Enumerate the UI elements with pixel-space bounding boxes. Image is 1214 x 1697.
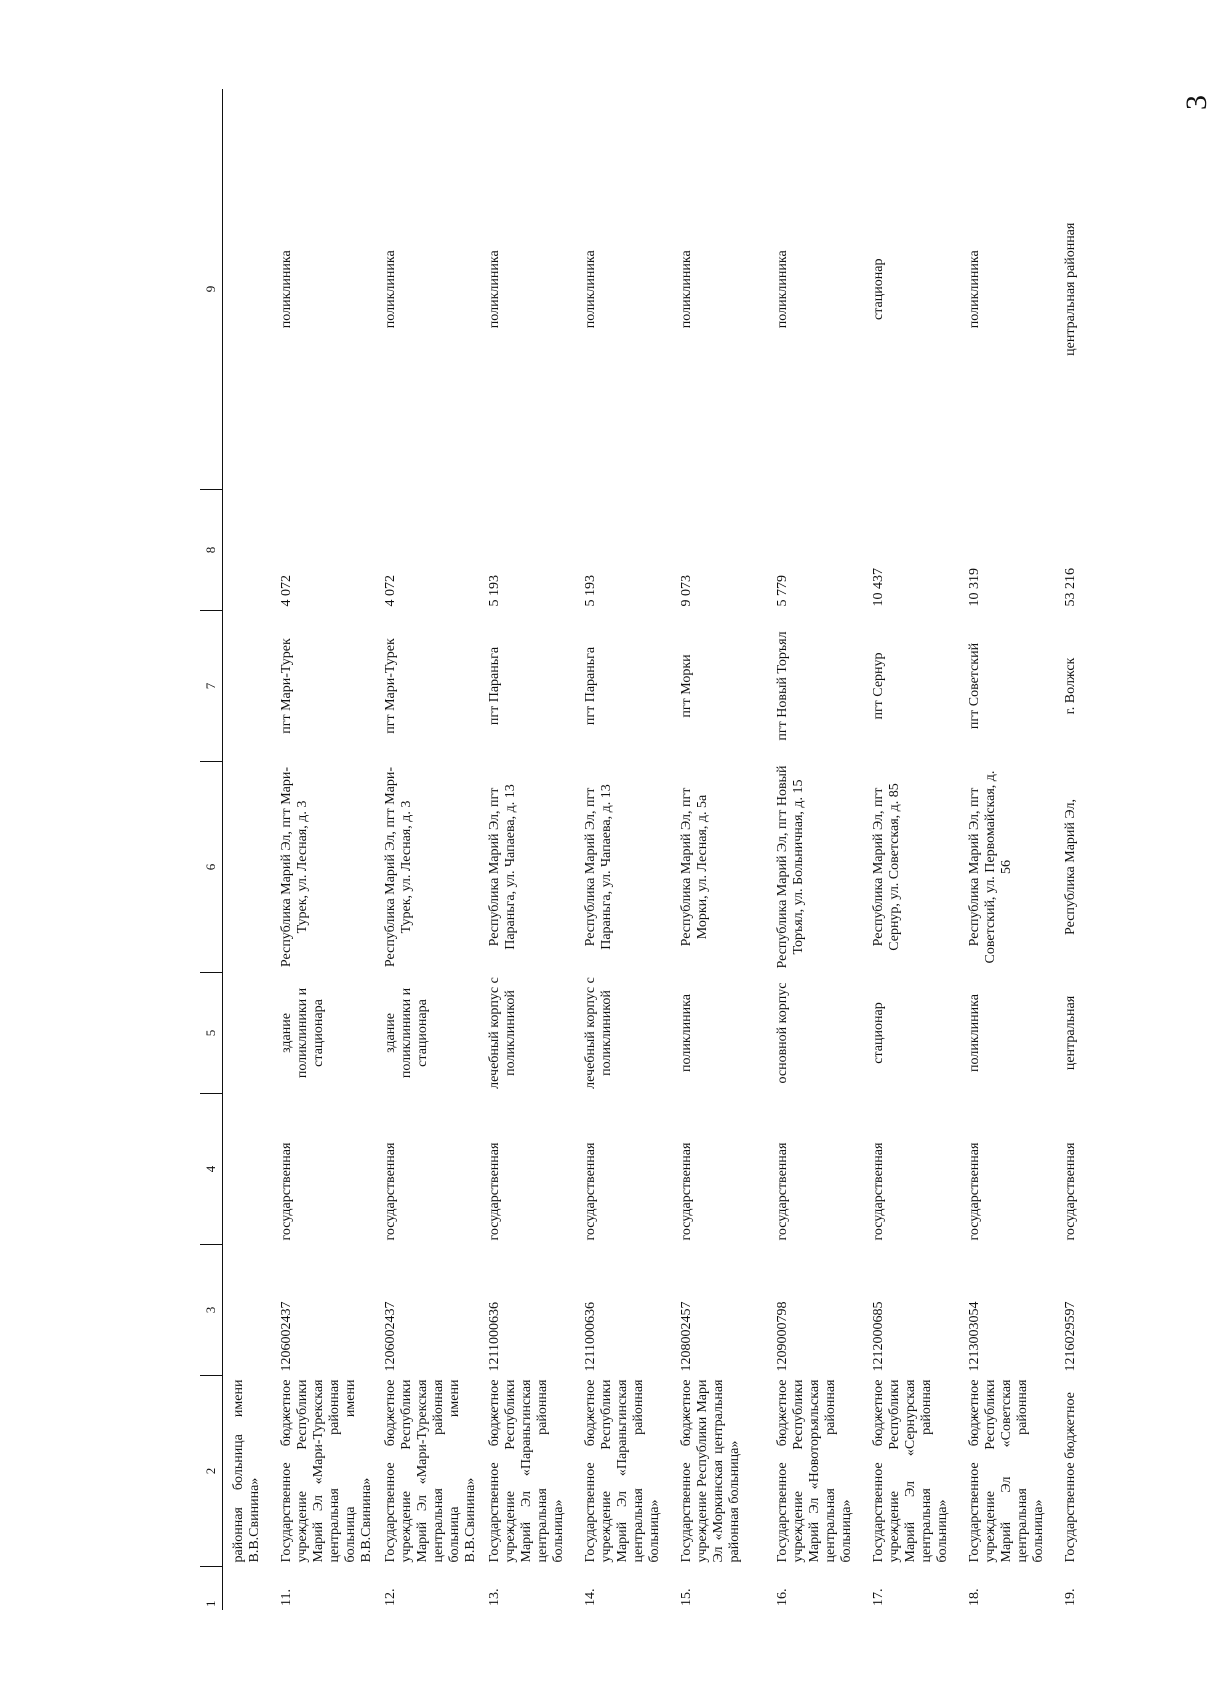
building-cell: основной корпус (774, 982, 790, 1084)
row-number: 18. (966, 1588, 982, 1606)
table-row (1055, 89, 1099, 1610)
inn-cell: 1216029597 (1062, 1301, 1078, 1372)
address-cell: Республика Марий Эл, пгт Советский, ул. Первомайская, д. 56 (966, 770, 1014, 964)
facility-type-cell: поликлиника (278, 250, 294, 329)
building-cell: центральная (1062, 995, 1078, 1071)
table-row (375, 89, 479, 1610)
row-number: 16. (774, 1588, 790, 1606)
inn-cell: 1212000685 (870, 1301, 886, 1372)
population-cell: 53 216 (1062, 568, 1078, 607)
population-cell: 10 319 (966, 568, 982, 607)
building-cell: лечебный корпус с поликлиникой (582, 977, 614, 1089)
building-cell: лечебный корпус с поликлиникой (486, 977, 518, 1089)
address-cell: Республика Марий Эл, пгт Параньга, ул. Чапаева, д. 13 (486, 784, 518, 950)
column-number: 5 (200, 973, 223, 1094)
building-cell: поликлиника (966, 994, 982, 1072)
column-number: 9 (200, 89, 223, 490)
population-cell: 4 072 (382, 575, 398, 607)
page-number: 3 (1180, 95, 1213, 110)
address-cell: Республика Марий Эл, пгт Мари-Турек, ул. Лесная, д. 3 (278, 766, 310, 968)
ownership-cell: государственная (486, 1142, 502, 1241)
address-cell: Республика Марий Эл, пгт Новый Торъял, ул. Больничная, д. 15 (774, 765, 806, 969)
locality-cell: пгт Мари-Турек (382, 638, 398, 734)
institution-name: Государственное бюджетное (1062, 1392, 1078, 1563)
facility-type-cell: поликлиника (382, 250, 398, 329)
inn-cell: 1211000636 (486, 1302, 502, 1372)
facility-type-cell: поликлиника (678, 250, 694, 329)
rotated-table-container (200, 100, 1080, 1610)
address-cell: Республика Марий Эл, пгт Параньга, ул. Чапаева, д. 13 (582, 784, 614, 950)
population-cell: 9 073 (678, 575, 694, 607)
facility-type-cell: поликлиника (582, 250, 598, 329)
institution-name: районная больница имени В.В.Свинина» (231, 1379, 262, 1563)
institution-name: Государственное бюджетное учреждение Республики Марий Эл «Параньгинская центральная районная больница» (582, 1379, 662, 1563)
inn-cell: 1213003054 (966, 1301, 982, 1372)
row-number: 15. (678, 1588, 694, 1606)
building-cell: здание поликлиники и стационара (382, 987, 430, 1079)
table-row-continuation (223, 89, 271, 1610)
ownership-cell: государственная (966, 1142, 982, 1241)
locality-cell: пгт Мари-Турек (278, 638, 294, 734)
column-number: 8 (200, 490, 223, 611)
table-row (671, 89, 767, 1610)
table-row (575, 89, 671, 1610)
population-cell: 5 193 (582, 575, 598, 607)
inn-cell: 1206002437 (382, 1301, 398, 1372)
institution-name: Государственное бюджетное учреждение Республики Марий Эл «Мари-Турекская центральная районная больница имени В.В.Свинина» (278, 1379, 374, 1563)
building-cell: поликлиника (678, 994, 694, 1072)
institution-name: Государственное бюджетное учреждение Республики Марий Эл «Сернурская центральная районная больница» (870, 1379, 950, 1563)
address-cell: Республика Марий Эл, пгт Морки, ул. Лесная, д. 5а (678, 787, 710, 947)
building-cell: здание поликлиники и стационара (278, 987, 326, 1079)
row-number: 17. (870, 1588, 886, 1606)
ownership-cell: государственная (382, 1142, 398, 1241)
table-row (479, 89, 575, 1610)
facility-type-cell: поликлиника (966, 250, 982, 329)
ownership-cell: государственная (678, 1142, 694, 1241)
row-number: 11. (278, 1589, 294, 1606)
ownership-cell: государственная (870, 1142, 886, 1241)
table-body (271, 89, 1055, 1610)
population-cell: 5 193 (486, 575, 502, 607)
locality-cell: пгт Морки (678, 654, 694, 718)
column-number: 6 (200, 762, 223, 973)
facility-type-cell: центральная районная (1062, 222, 1078, 356)
institution-name: Государственное бюджетное учреждение Республики Марий Эл «Параньгинская центральная районная больница» (486, 1379, 566, 1563)
locality-cell: г. Волжск (1062, 657, 1078, 715)
address-cell: Республика Марий Эл, пгт Сернур, ул. Советская, д. 85 (870, 783, 902, 951)
table-row (271, 89, 375, 1610)
row-number: 12. (382, 1588, 398, 1606)
population-cell: 10 437 (870, 568, 886, 607)
row-number: 19. (1062, 1588, 1078, 1606)
ownership-cell: государственная (582, 1142, 598, 1241)
column-number: 7 (200, 611, 223, 762)
institution-name: Государственное бюджетное учреждение Республики Мари Эл «Моркинская центральная районная больница» (678, 1379, 742, 1563)
inn-cell: 1208002457 (678, 1301, 694, 1372)
locality-cell: пгт Параньга (486, 646, 502, 726)
table-row (959, 89, 1055, 1610)
address-cell: Республика Марий Эл, (1062, 799, 1078, 935)
population-cell: 5 779 (774, 575, 790, 607)
ownership-cell: государственная (1062, 1142, 1078, 1241)
column-number-row (200, 89, 223, 1610)
column-number: 3 (200, 1245, 223, 1376)
institutions-table (200, 89, 1099, 1610)
inn-cell: 1209000798 (774, 1301, 790, 1372)
table-row (767, 89, 863, 1610)
locality-cell: пгт Новый Торъял (774, 631, 790, 741)
column-number: 4 (200, 1094, 223, 1245)
inn-cell: 1206002437 (278, 1301, 294, 1372)
locality-cell: пгт Сернур (870, 652, 886, 720)
institution-name: Государственное бюджетное учреждение Республики Марий Эл «Мари-Турекская центральная районная больница имени В.В.Свинина» (382, 1379, 478, 1563)
building-cell: стационар (870, 1002, 886, 1064)
column-number: 1 (200, 1567, 223, 1611)
institution-name: Государственное бюджетное учреждение Республики Марий Эл «Советская центральная районная больница» (966, 1379, 1046, 1563)
facility-type-cell: поликлиника (486, 250, 502, 329)
table-row (863, 89, 959, 1610)
population-cell: 4 072 (278, 575, 294, 607)
ownership-cell: государственная (774, 1142, 790, 1241)
column-number: 2 (200, 1376, 223, 1567)
ownership-cell: государственная (278, 1142, 294, 1241)
locality-cell: пгт Советский (966, 642, 982, 730)
facility-type-cell: поликлиника (774, 250, 790, 329)
inn-cell: 1211000636 (582, 1302, 598, 1372)
facility-type-cell: стационар (870, 258, 886, 320)
address-cell: Республика Марий Эл, пгт Мари-Турек, ул. Лесная, д. 3 (382, 766, 414, 968)
row-number: 14. (582, 1588, 598, 1606)
row-number: 13. (486, 1588, 502, 1606)
locality-cell: пгт Параньга (582, 646, 598, 726)
institution-name: Государственное бюджетное учреждение Республики Марий Эл «Новоторъяльская центральная районная больница» (774, 1379, 854, 1563)
